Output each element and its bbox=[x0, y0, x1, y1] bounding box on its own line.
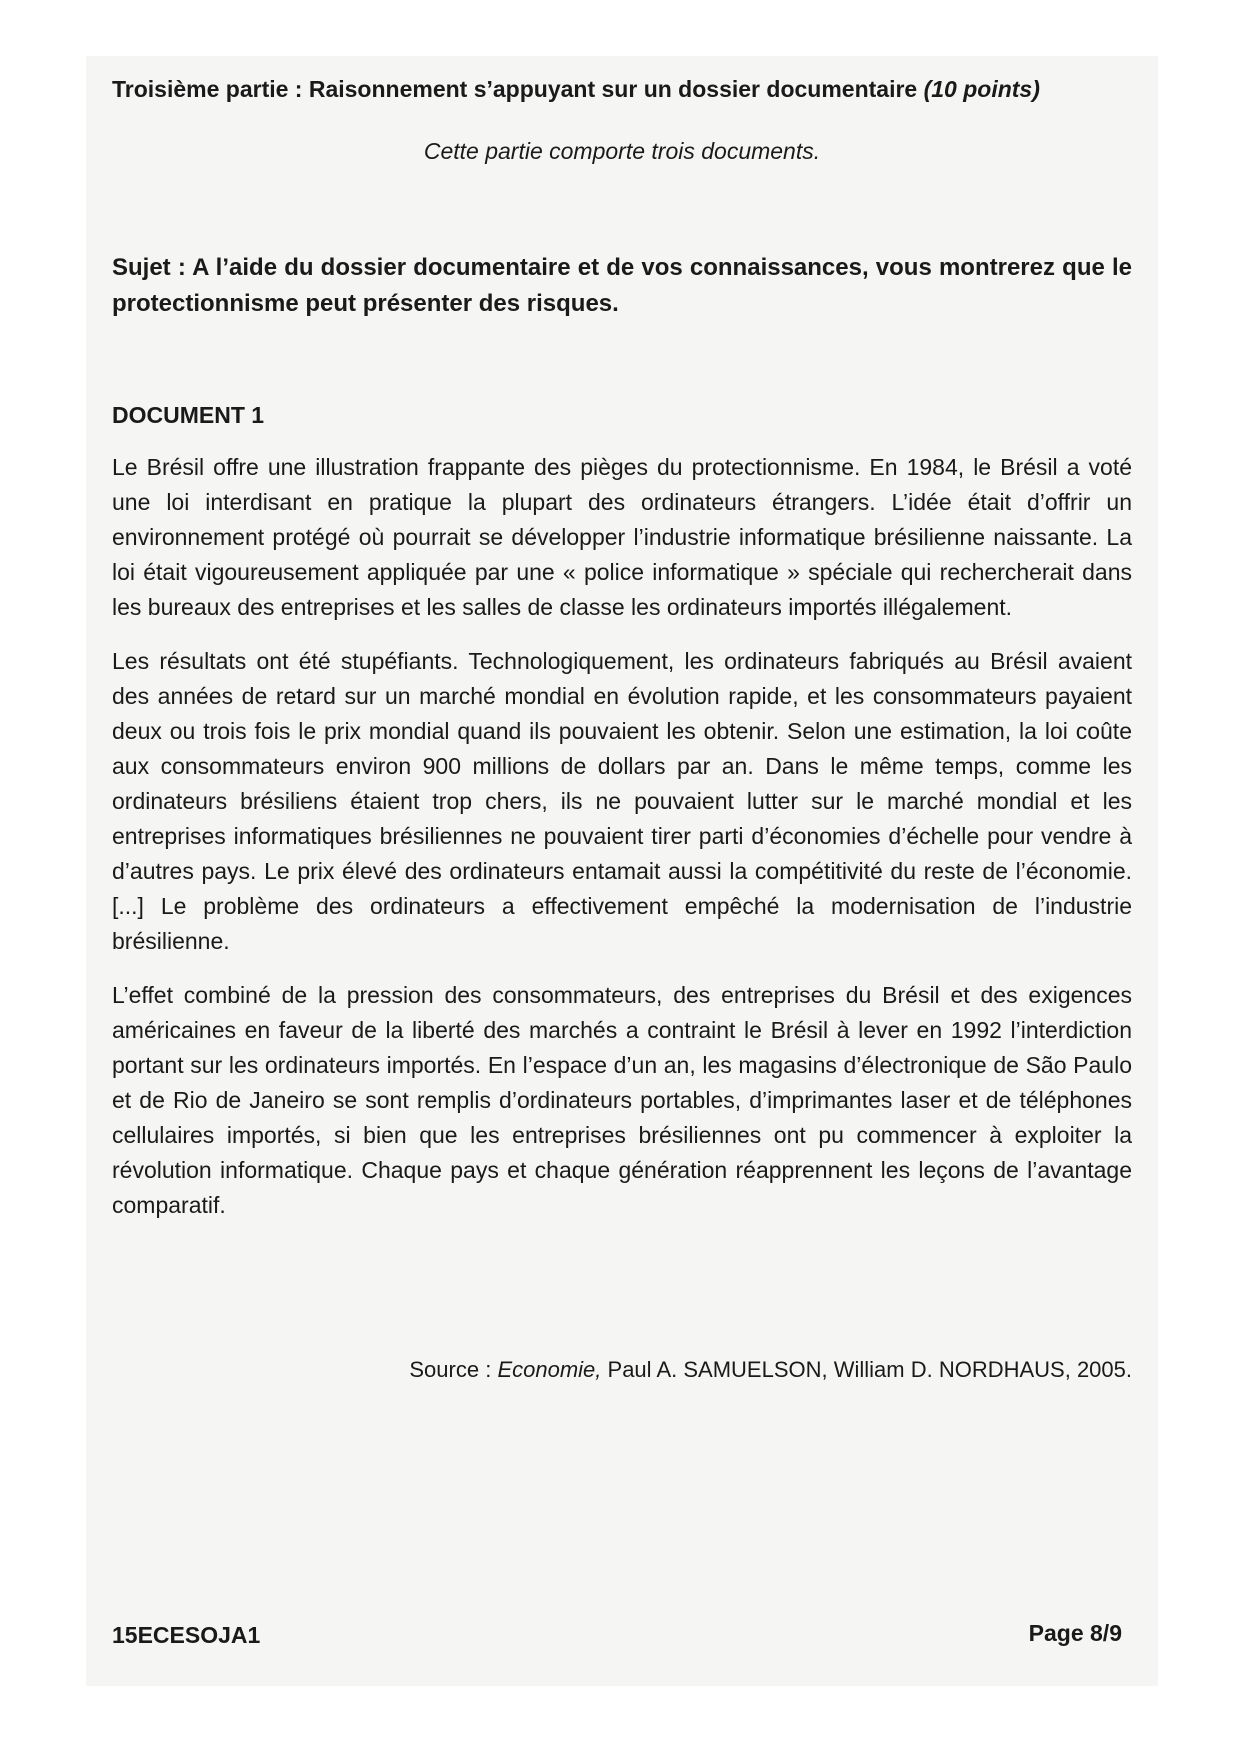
source-authors: Paul A. SAMUELSON, William D. NORDHAUS, 2005. bbox=[607, 1357, 1132, 1382]
document-1-paragraph-1: Le Brésil offre une illustration frappante des pièges du protectionnisme. En 1984, le Brésil a voté une loi interdisant en pratique la plupart des ordinateurs étrangers. L’idée était d’offrir un environnement protégé où pourrait se développer l’industrie informatique brésilienne naissante. La loi était vigoureusement appliquée par une « police informatique » spéciale qui rechercherait dans les bureaux des entreprises et les salles de classe les ordinateurs importés illégalement. bbox=[112, 454, 1132, 620]
document-1-source bbox=[409, 1357, 1132, 1383]
part-subtitle: Cette partie comporte trois documents. bbox=[423, 138, 821, 164]
sujet-statement: Sujet : A l’aide du dossier documentaire et de vos connaissances, vous montrerez que le protectionnisme peut présenter des risques. bbox=[112, 254, 1132, 317]
document-1-heading: DOCUMENT 1 bbox=[112, 402, 265, 428]
document-1-paragraph-3: L’effet combiné de la pression des consommateurs, des entreprises du Brésil et des exigences américaines en faveur de la liberté des marchés a contraint le Brésil à lever en 1992 l’interdiction portant sur les ordinateurs importés. En l’espace d’un an, les magasins d’électronique de São Paulo et de Rio de Janeiro se sont remplis d’ordinateurs portables, d’imprimantes laser et de téléphones cellulaires importés, si bien que les entreprises brésiliennes ont pu commencer à exploiter la révolution informatique. Chaque pays et chaque génération réapprennent les leçons de l’avantage comparatif. bbox=[112, 982, 1132, 1218]
page-number: Page 8/9 bbox=[1028, 1620, 1122, 1646]
document-1-paragraph-2: Les résultats ont été stupéfiants. Technologiquement, les ordinateurs fabriqués au Brésil avaient des années de retard sur un marché mondial en évolution rapide, et les consommateurs payaient deux ou trois fois le prix mondial quand ils pouvaient les obtenir. Selon une estimation, la loi coûte aux consommateurs environ 900 millions de dollars par an. Dans le même temps, comme les ordinateurs brésiliens étaient trop chers, ils ne pouvaient lutter sur le marché mondial et les entreprises informatiques brésiliennes ne pouvaient tirer parti d’économies d’échelle pour vendre à d’autres pays. Le prix élevé des ordinateurs entamait aussi la compétitivité du reste de l’économie. [...] Le problème des ordinateurs a effectivement empêché la modernisation de l’industrie brésilienne. bbox=[112, 648, 1132, 954]
source-prefix: Source : bbox=[409, 1357, 492, 1382]
part-points: (10 points) bbox=[923, 76, 1040, 102]
part-title bbox=[112, 76, 1132, 103]
part-title-text: Troisième partie : Raisonnement s’appuyant sur un dossier documentaire bbox=[112, 76, 918, 102]
exam-code: 15ECESOJA1 bbox=[112, 1622, 261, 1648]
document-1-body bbox=[112, 450, 1132, 1242]
exam-page bbox=[112, 0, 1132, 1754]
source-title: Economie, bbox=[497, 1357, 602, 1382]
